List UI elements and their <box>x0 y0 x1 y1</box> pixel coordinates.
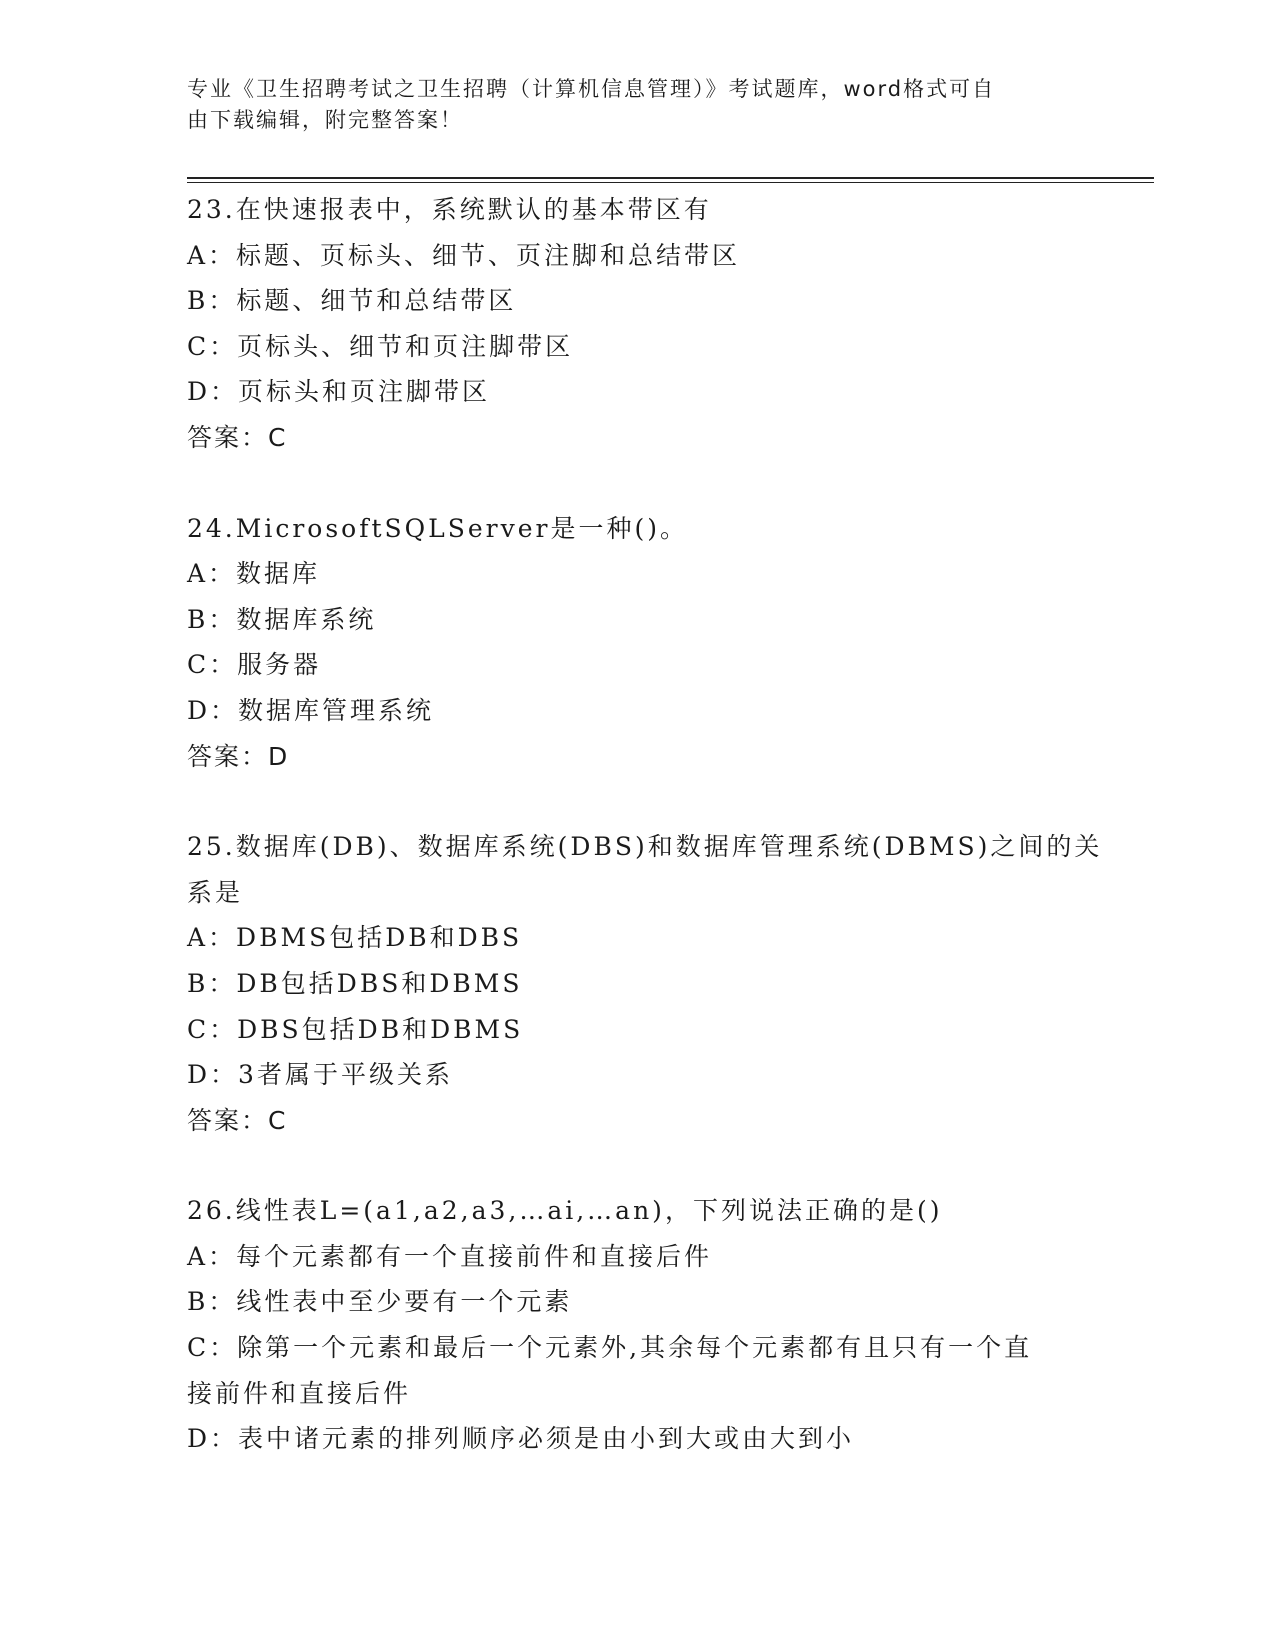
option-d: D：数据库管理系统 <box>187 695 435 725</box>
question-title: 23.在快速报表中，系统默认的基本带区有 <box>187 195 712 224</box>
question-26 <box>187 1188 1087 1462</box>
option-b: B：标题、细节和总结带区 <box>187 286 517 316</box>
option-c-line-1: C：除第一个元素和最后一个元素外,其余每个元素都有且只有一个直 <box>187 1333 1033 1363</box>
question-title: 26.线性表L=(a1,a2,a3,…ai,…an)，下列说法正确的是() <box>187 1196 943 1226</box>
option-b: B：DB包括DBS和DBMS <box>187 968 523 998</box>
question-25 <box>187 824 1103 1143</box>
question-title-line-1: 25.数据库(DB)、数据库系统(DBS)和数据库管理系统(DBMS)之间的关 <box>187 832 1103 862</box>
option-a: A：每个元素都有一个直接前件和直接后件 <box>187 1241 713 1271</box>
header-line-1: 专业《卫生招聘考试之卫生招聘（计算机信息管理）》考试题库，word格式可自 <box>187 77 996 101</box>
question-23 <box>187 187 1087 461</box>
header-divider-thin <box>187 182 1154 183</box>
header-divider-thick <box>187 177 1154 179</box>
option-a: A：标题、页标头、细节、页注脚和总结带区 <box>187 240 741 270</box>
option-d: D：3者属于平级关系 <box>187 1060 453 1090</box>
question-title: 24.MicrosoftSQLServer是一种()。 <box>187 513 689 543</box>
question-24 <box>187 506 1087 780</box>
option-b: B：数据库系统 <box>187 604 377 634</box>
document-header <box>187 74 1067 136</box>
header-line-2: 由下载编辑，附完整答案！ <box>187 108 463 132</box>
option-c-line-2: 接前件和直接后件 <box>187 1378 412 1408</box>
option-c: C：服务器 <box>187 650 322 680</box>
option-a: A：数据库 <box>187 559 321 589</box>
option-d: D：页标头和页注脚带区 <box>187 377 491 407</box>
answer-text: 答案：C <box>187 422 288 452</box>
option-c: C：DBS包括DB和DBMS <box>187 1014 524 1044</box>
option-b: B：线性表中至少要有一个元素 <box>187 1287 573 1317</box>
answer-text: 答案：D <box>187 741 290 771</box>
question-list <box>187 187 1103 1507</box>
answer-text: 答案：C <box>187 1105 288 1135</box>
question-title-line-2: 系是 <box>187 877 244 907</box>
option-d: D：表中诸元素的排列顺序必须是由小到大或由大到小 <box>187 1424 855 1454</box>
option-c: C：页标头、细节和页注脚带区 <box>187 331 574 361</box>
option-a: A：DBMS包括DB和DBS <box>187 923 523 953</box>
